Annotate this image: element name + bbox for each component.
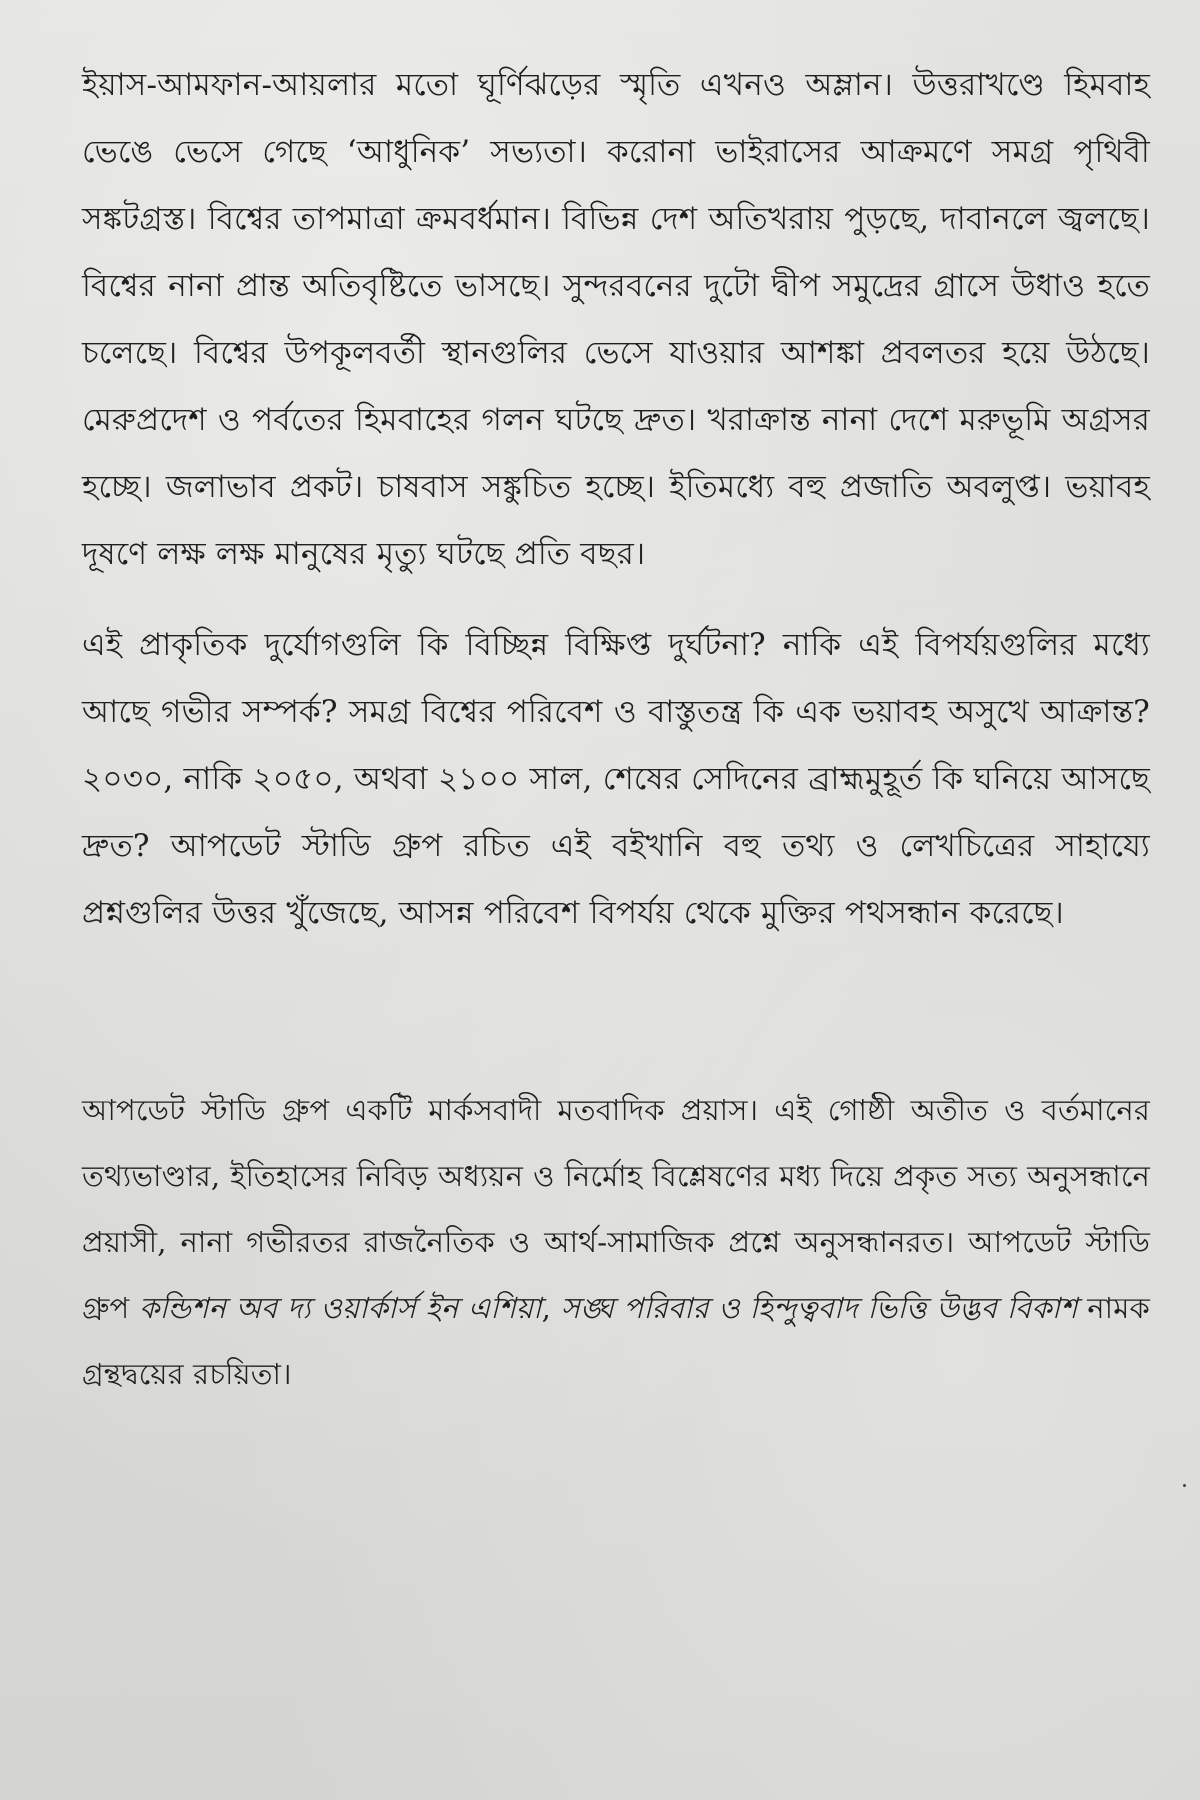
paper-speck [1183, 1484, 1186, 1487]
paragraph-climate-disasters: ইয়াস-আমফান-আয়লার মতো ঘূর্ণিঝড়ের স্মৃতি এখনও অম্লান। উত্তরাখণ্ডে হিমবাহ ভেঙে ভেসে গেছে ‘আধুনিক’ সভ্যতা। করোনা ভাইরাসের আক্রমণে সমগ্র পৃথিবী সঙ্কটগ্রস্ত। বিশ্বের তাপমাত্রা ক্রমবর্ধমান। বিভিন্ন দেশ অতিখরায় পুড়ছে, দাবানলে জ্বলছে। বিশ্বের নানা প্রান্ত অতিবৃষ্টিতে ভাসছে। সুন্দরবনের দুটো দ্বীপ সমুদ্রের গ্রাসে উধাও হতে চলেছে। বিশ্বের উপকূলবর্তী স্থানগুলির ভেসে যাওয়ার আশঙ্কা প্রবলতর হয়ে উঠছে। মেরুপ্রদেশ ও পর্বতের হিমবাহের গলন ঘটছে দ্রুত। খরাক্রান্ত নানা দেশে মরুভূমি অগ্রসর হচ্ছে। জলাভাব প্রকট। চাষবাস সঙ্কুচিত হচ্ছে। ইতিমধ্যে বহু প্রজাতি অবলুপ্ত। ভয়াবহ দূষণে লক্ষ লক্ষ মানুষের মৃত্যু ঘটছে প্রতি বছর। [82, 67, 1150, 572]
book-title-condition-of-workers: কন্ডিশন অব দ্য ওয়ার্কার্স ইন এশিয়া [139, 1291, 542, 1325]
title-separator: , [541, 1291, 561, 1325]
paragraph-about-authors [82, 1077, 1150, 1407]
paragraph-questions: এই প্রাকৃতিক দুর্যোগগুলি কি বিচ্ছিন্ন বিক্ষিপ্ত দুর্ঘটনা? নাকি এই বিপর্যয়গুলির মধ্যে আছে গভীর সম্পর্ক? সমগ্র বিশ্বের পরিবেশ ও বাস্তুতন্ত্র কি এক ভয়াবহ অসুখে আক্রান্ত? ২০৩০, নাকি ২০৫০, অথবা ২১০০ সাল, শেষের সেদিনের ব্রাহ্মমুহূর্ত কি ঘনিয়ে আসছে দ্রুত? আপডেট স্টাডি গ্রুপ রচিত এই বইখানি বহু তথ্য ও লেখচিত্রের সাহায্যে প্রশ্নগুলির উত্তর খুঁজেছে, আসন্ন পরিবেশ বিপর্যয় থেকে মুক্তির পথসন্ধান করেছে। [82, 627, 1150, 931]
book-title-sangh-parivar: সঙ্ঘ পরিবার ও হিন্দুত্ববাদ ভিত্তি উদ্ভব বিকাশ [560, 1291, 1078, 1325]
about-text-end: নামক গ্রন্থদ্বয়ের রচয়িতা। [82, 1291, 1150, 1391]
about-text-start: আপডেট স্টাডি গ্রুপ একটি মার্কসবাদী মতবাদিক প্রয়াস। এই গোষ্ঠী অতীত ও বর্তমানের তথ্যভাণ্ডার, ইতিহাসের নিবিড় অধ্যয়ন ও নির্মোহ বিশ্লেষণের মধ্য দিয়ে প্রকৃত সত্য অনুসন্ধানে প্রয়াসী, নানা গভীরতর রাজনৈতিক ও আর্থ-সামাজিক প্রশ্নে অনুসন্ধানরত। আপডেট স্টাডি গ্রুপ [82, 1093, 1150, 1325]
